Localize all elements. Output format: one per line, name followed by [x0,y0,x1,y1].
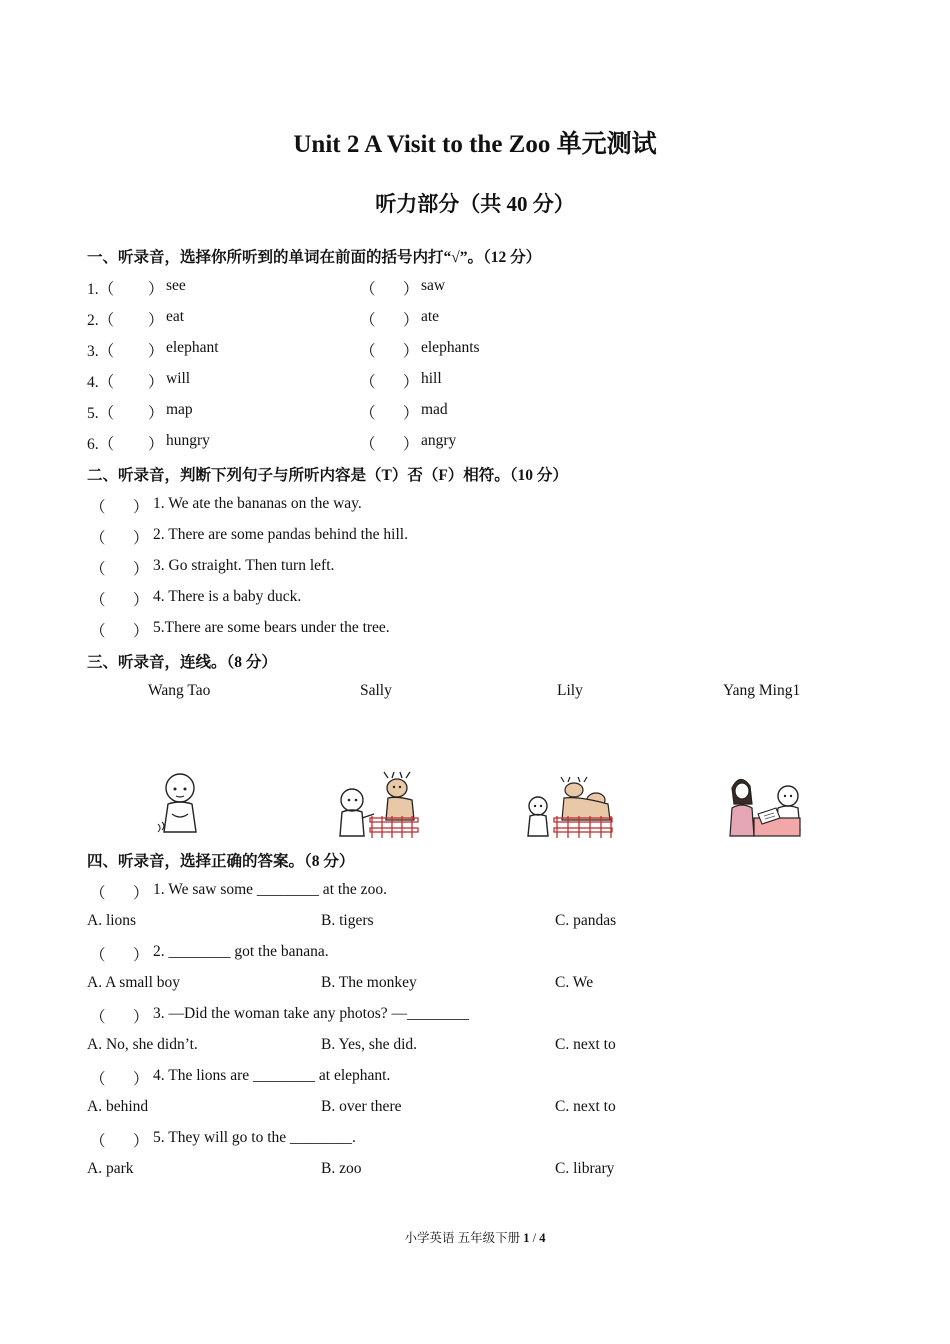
name-label: Yang Ming1 [723,682,801,699]
question-text: 2. ________ got the banana. [153,943,329,960]
option-a: A. lions [87,912,137,929]
page-title: Unit 2 A Visit to the Zoo 单元测试 [293,131,657,158]
word-option-b: mad [421,401,448,418]
answer-paren-close: ） [133,499,149,516]
word-option-a: elephant [166,339,219,356]
tf-statement: 5.There are some bears under the tree. [153,619,390,636]
answer-paren-close: ） [148,405,164,422]
option-c: C. next to [555,1098,616,1115]
option-a: A. No, she didn’t. [87,1036,198,1053]
answer-paren-open: （ [360,312,376,329]
word-option-a: will [166,370,191,387]
answer-paren-open: （ [90,1009,106,1026]
listening-section-title: 听力部分（共 40 分） [375,192,575,216]
answer-paren-open: （ [90,592,106,609]
tf-statement: 2. There are some pandas behind the hill. [153,526,408,543]
word-option-b: ate [421,308,440,325]
row-number: 6.（ [87,436,115,453]
answer-paren-open: （ [90,885,106,902]
answer-paren-open: （ [360,343,376,360]
question-text: 4. The lions are ________ at elephant. [153,1067,391,1084]
answer-paren-open: （ [90,499,106,516]
answer-paren-close: ） [148,436,164,453]
word-option-b: hill [421,370,442,387]
row-number: 3.（ [87,343,115,360]
answer-paren-open: （ [90,947,106,964]
answer-paren-close: ） [133,1133,149,1150]
tf-statement: 4. There is a baby duck. [153,588,302,605]
answer-paren-close: ） [403,405,419,422]
boy-with-deer-herd-picture [524,776,616,840]
option-c: C. library [555,1160,615,1177]
question-text: 1. We saw some ________ at the zoo. [153,881,387,898]
word-option-a: map [166,401,193,418]
part1-heading: 一、听录音，选择你所听到的单词在前面的括号内打“√”。（12 分） [87,249,542,266]
option-b: B. tigers [321,912,374,929]
name-label: Lily [557,682,583,699]
word-option-a: hungry [166,432,210,449]
part2-heading: 二、听录音，判断下列句子与所听内容是（T）否（F）相符。（10 分） [87,467,568,484]
answer-paren-close: ） [403,281,419,298]
answer-paren-open: （ [360,281,376,298]
answer-paren-close: ） [403,436,419,453]
row-number: 4.（ [87,374,115,391]
option-a: A. park [87,1160,134,1177]
option-b: B. The monkey [321,974,417,991]
option-c: C. next to [555,1036,616,1053]
word-option-b: elephants [421,339,480,356]
page-number: 1 [523,1231,530,1245]
answer-paren-open: （ [360,405,376,422]
answer-paren-close: ） [133,623,149,640]
answer-paren-close: ） [133,885,149,902]
row-number: 2.（ [87,312,115,329]
answer-paren-close: ） [133,530,149,547]
option-a: A. A small boy [87,974,181,991]
word-option-b: saw [421,277,446,294]
answer-paren-close: ） [403,312,419,329]
boy-feeding-deer-picture [332,770,420,840]
word-option-a: eat [166,308,185,325]
answer-paren-open: （ [360,436,376,453]
option-b: B. Yes, she did. [321,1036,418,1053]
answer-paren-close: ） [133,947,149,964]
answer-paren-open: （ [90,530,106,547]
answer-paren-open: （ [90,623,106,640]
answer-paren-close: ） [133,1009,149,1026]
word-option-a: see [166,277,186,294]
answer-paren-close: ） [133,592,149,609]
option-c: C. We [555,974,594,991]
part3-heading: 三、听录音，连线。（8 分） [87,654,277,671]
boy-eating-picture [150,768,210,840]
option-a: A. behind [87,1098,149,1115]
answer-paren-close: ） [403,343,419,360]
page-total: 4 [539,1231,546,1245]
answer-paren-close: ） [148,281,164,298]
answer-paren-open: （ [90,1133,106,1150]
woman-and-boy-map-picture [728,774,804,840]
answer-paren-close: ） [133,561,149,578]
answer-paren-close: ） [403,374,419,391]
answer-paren-close: ） [148,312,164,329]
answer-paren-close: ） [148,374,164,391]
row-number: 5.（ [87,405,115,422]
answer-paren-open: （ [90,561,106,578]
option-b: B. zoo [321,1160,362,1177]
part4-heading: 四、听录音，选择正确的答案。（8 分） [87,853,355,870]
answer-paren-close: ） [133,1071,149,1088]
answer-paren-close: ） [148,343,164,360]
answer-paren-open: （ [360,374,376,391]
row-number: 1.（ [87,281,115,298]
name-label: Wang Tao [148,682,211,699]
option-b: B. over there [321,1098,402,1115]
page-separator: / [529,1231,540,1245]
page-footer [0,1228,950,1246]
answer-paren-open: （ [90,1071,106,1088]
footer-text: 小学英语 五年级下册 [404,1231,524,1245]
tf-statement: 3. Go straight. Then turn left. [153,557,335,574]
option-c: C. pandas [555,912,617,929]
word-option-b: angry [421,432,457,449]
name-label: Sally [360,682,392,699]
tf-statement: 1. We ate the bananas on the way. [153,495,362,512]
question-text: 3. —Did the woman take any photos? —________ [153,1005,469,1022]
question-text: 5. They will go to the ________. [153,1129,356,1146]
